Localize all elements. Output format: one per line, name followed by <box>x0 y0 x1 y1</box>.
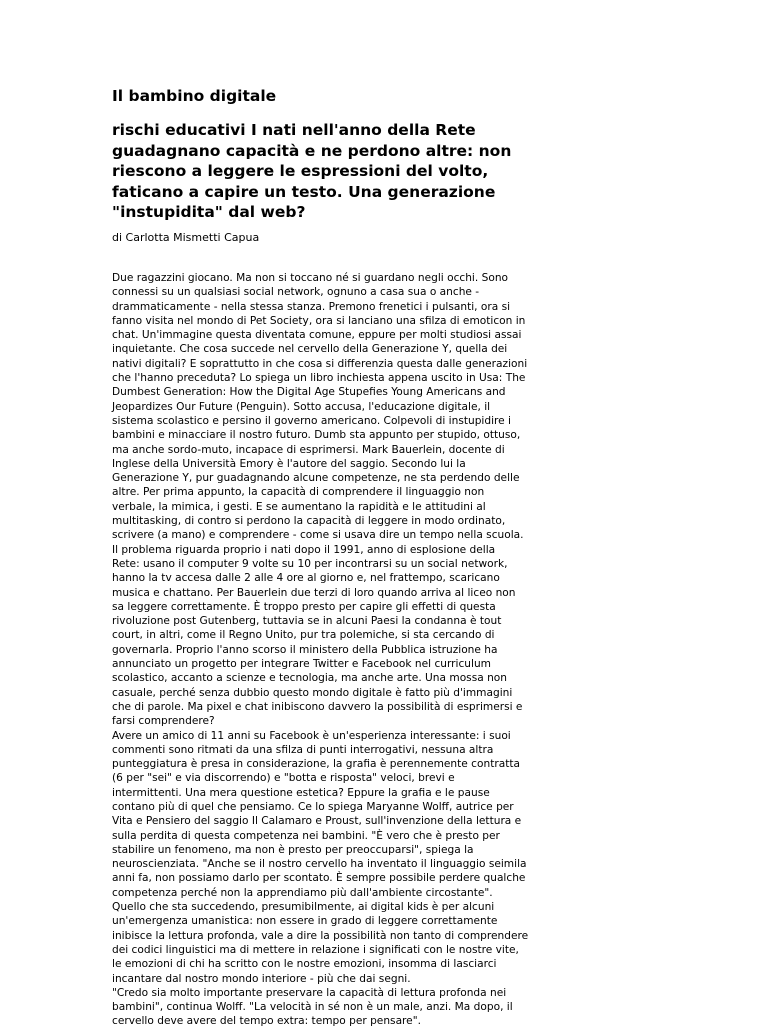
article-byline: di Carlotta Mismetti Capua <box>112 231 260 244</box>
article-title: Il bambino digitale <box>112 87 277 105</box>
article-paragraph: Due ragazzini giocano. Ma non si toccano né si guardano negli occhi. Sono connessi su un qualsiasi social network, ognuno a casa sua o anche - drammaticamente - nella stessa stanza. Premono frenetici i pulsanti, ora si fanno visita nel mondo di Pet Society, ora si lanciano una sfilza di emoticon in chat. Un'immagine questa diventata comune, eppure per molti studiosi assai inquietante. Che cosa succede nel cervello della Generazione Y, quella dei nativi digitali? E soprattutto in che cosa si differenzia questa dalle generazioni che l'hanno preceduta? Lo spiega un libro inchiesta appena uscito in Usa: The Dumbest Generation: How the Digital Age Stupefies Young Americans and Jeopardizes Our Future (Penguin). Sotto accusa, l'educazione digitale, il sistema scolastico e persino il governo americano. Colpevoli di instupidire i bambini e minacciare il nostro futuro. Dumb sta appunto per stupido, ottuso, ma anche sordo-muto, incapace di esprimersi. Mark Bauerlein, docente di Inglese della Università Emory è l'autore del saggio. Secondo lui la Generazione Y, pur guadagnando alcune competenze, ne sta perdendo delle altre. Per prima appunto, la capacità di comprendere il linguaggio non verbale, la mimica, i gesti. E se aumentano la rapidità e le attitudini al multitasking, di contro si perdono la capacità di leggere in modo ordinato, scrivere (a mano) e comprendere - come si usava dire un tempo nella scuola. Il problema riguarda proprio i nati dopo il 1991, anno di esplosione della Rete: usano il computer 9 volte su 10 per incontrarsi su un social network, hanno la tv accesa dalle 2 alle 4 ore al giorno e, nel frattempo, scaricano musica e chattano. Per Bauerlein due terzi di loro quando arriva al liceo non sa leggere correttamente. È troppo presto per capire gli effetti di questa rivoluzione post Gutenberg, tuttavia se in alcuni Paesi la condanna è tout court, in altri, come il Regno Unito, pur tra polemiche, si sta cercando di governarla. Proprio l'anno scorso il ministero della Pubblica istruzione ha annunciato un progetto per integrare Twitter e Facebook nel curriculum scolastico, accanto a scienze e tecnologia, ma anche arte. Una mossa non casuale, perché senza dubbio questo mondo digitale è fatto più d'immagini che di parole. Ma pixel e chat inibiscono davvero la possibilità di esprimersi e farsi comprendere? <box>112 272 528 728</box>
article-paragraph: "Credo sia molto importante preservare la capacità di lettura profonda nei bambini", continua Wolff. "La velocità in sé non è un male, anzi. Ma dopo, il cervello deve avere del tempo extra: tempo per pensare". <box>112 986 513 1028</box>
article-subtitle: rischi educativi I nati nell'anno della Rete guadagnano capacità e ne perdono altre: non riescono a leggere le espressioni del volto, faticano a capire un testo. Una generazione "instupidita" dal web? <box>112 121 512 221</box>
article-body <box>112 271 548 1029</box>
article-paragraph: Avere un amico di 11 anni su Facebook è un'esperienza interessante: i suoi commenti sono ritmati da una sfilza di punti interrogativi, nessuna altra punteggiatura è presa in considerazione, la grafia è perennemente contratta (6 per "sei" e via discorrendo) e "botta e risposta" veloci, brevi e intermittenti. Una mera questione estetica? Eppure la grafia e le pause contano più di quel che pensiamo. Ce lo spiega Maryanne Wolff, autrice per Vita e Pensiero del saggio Il Calamaro e Proust, sull'invenzione della lettura e sulla perdita di questa competenza nei bambini. "È vero che è presto per stabilire un fenomeno, ma non è presto per preoccuparsi", spiega la neuroscienziata. "Anche se il nostro cervello ha inventato il linguaggio seimila anni fa, non possiamo darlo per scontato. È sempre possibile perdere qualche competenza perché non la apprendiamo più dall'ambiente circostante". Quello che sta succedendo, presumibilmente, ai digital kids è per alcuni un'emergenza umanistica: non essere in grado di leggere correttamente inibisce la lettura profonda, vale a dire la possibilità non tanto di comprendere dei codici linguistici ma di mettere in relazione i significati con le nostre vite, le emozioni di chi ha scritto con le nostre emozioni, insomma di lasciarci incantare dal nostro mondo interiore - più che dai segni. <box>112 729 529 985</box>
